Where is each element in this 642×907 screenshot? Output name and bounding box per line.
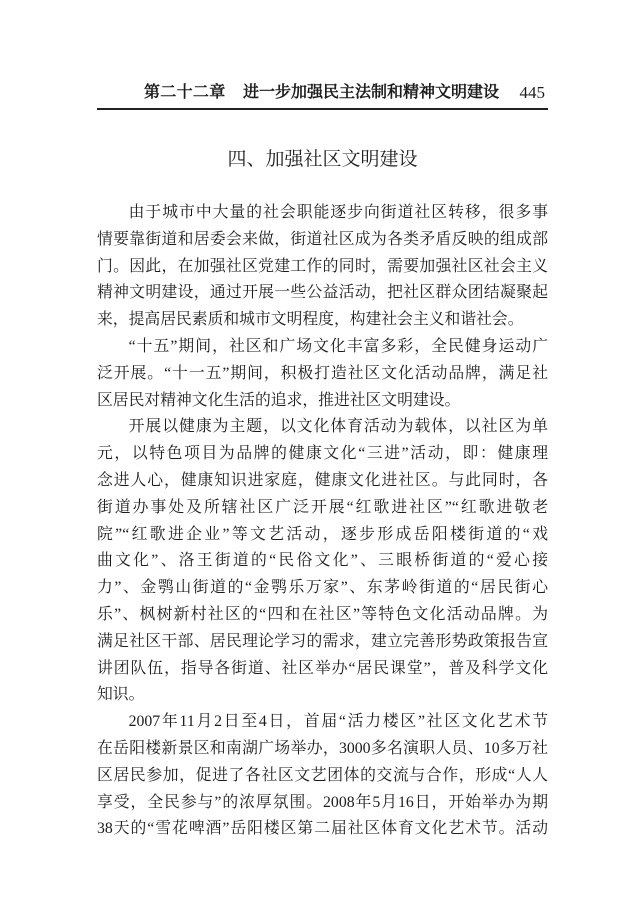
text-line: 2007年11月2日至4日，首届“活力楼区”社区文化艺术节 [128,713,548,731]
running-header [97,82,548,104]
text-line: 在岳阳楼新景区和南湖广场举办，3000多名演职人员、10多万社 [97,739,548,757]
text-line: 由于城市中大量的社会职能逐步向街道社区转移，很多事 [128,204,548,221]
text-line: 知识。 [97,686,145,704]
text-line: 开展以健康为主题，以文化体育活动为载体，以社区为单 [128,418,548,436]
text-line: 区居民参加，促进了各社区文艺团体的交流与合作，形成“人人 [97,766,548,784]
chapter-number: 第二十二章 [144,84,226,101]
paragraph [97,709,548,843]
text-line: 力”、金鹗山街道的“金鹗乐万家”、东茅岭街道的“居民街心 [97,579,548,597]
paragraph [97,414,548,709]
text-line: 享受，全民参与”的浓厚氛围。2008年5月16日，开始举办为期 [97,793,548,811]
text-line: 满足社区干部、居民理论学习的需求，建立完善形势政策报告宣 [97,632,548,650]
text-line: 泛开展。“十一五”期间，积极打造社区文化活动品牌，满足社 [97,364,548,382]
text-line: 讲团队伍，指导各街道、社区举办“居民课堂”，普及科学文化 [97,659,548,677]
text-line: 街道办事处及所辖社区广泛开展“红歌进社区”“红歌进敬老 [97,498,548,516]
page-number: 445 [519,83,545,102]
text-line: 精神文明建设，通过开展一些公益活动，把社区群众团结凝聚起 [97,284,548,302]
header-rule [97,108,548,110]
text-line: 元，以特色项目为品牌的健康文化“三进”活动，即：健康理 [97,445,548,463]
text-line: 38天的“雪花啤酒”岳阳楼区第二届社区体育文化艺术节。活动 [97,820,548,838]
chapter-title: 进一步加强民主法制和精神文明建设 [243,84,500,101]
paragraph [97,200,548,334]
text-line: 曲文化”、洛王街道的“民俗文化”、三眼桥街道的“爱心接 [97,552,548,570]
paragraph [97,334,548,414]
text-line: 院”“红歌进企业”等文艺活动，逐步形成岳阳楼街道的“戏 [97,525,548,543]
text-line: “十五”期间，社区和广场文化丰富多彩，全民健身运动广 [128,337,548,355]
section-heading: 四、加强社区文明建设 [227,149,418,170]
text-line: 念进人心，健康知识进家庭，健康文化进社区。与此同时，各 [97,471,548,489]
text-line: 来，提高居民素质和城市文明程度，构建社会主义和谐社会。 [97,311,524,329]
text-line: 区居民对精神文化生活的追求，推进社区文明建设。 [97,391,461,409]
text-line: 情要靠街道和居委会来做，街道社区成为各类矛盾反映的组成部 [97,230,548,248]
text-line: 乐”、枫树新村社区的“四和在社区”等特色文化活动品牌。为 [97,605,548,623]
text-line: 门。因此，在加强社区党建工作的同时，需要加强社区社会主义 [97,257,548,275]
body-text [97,200,548,843]
